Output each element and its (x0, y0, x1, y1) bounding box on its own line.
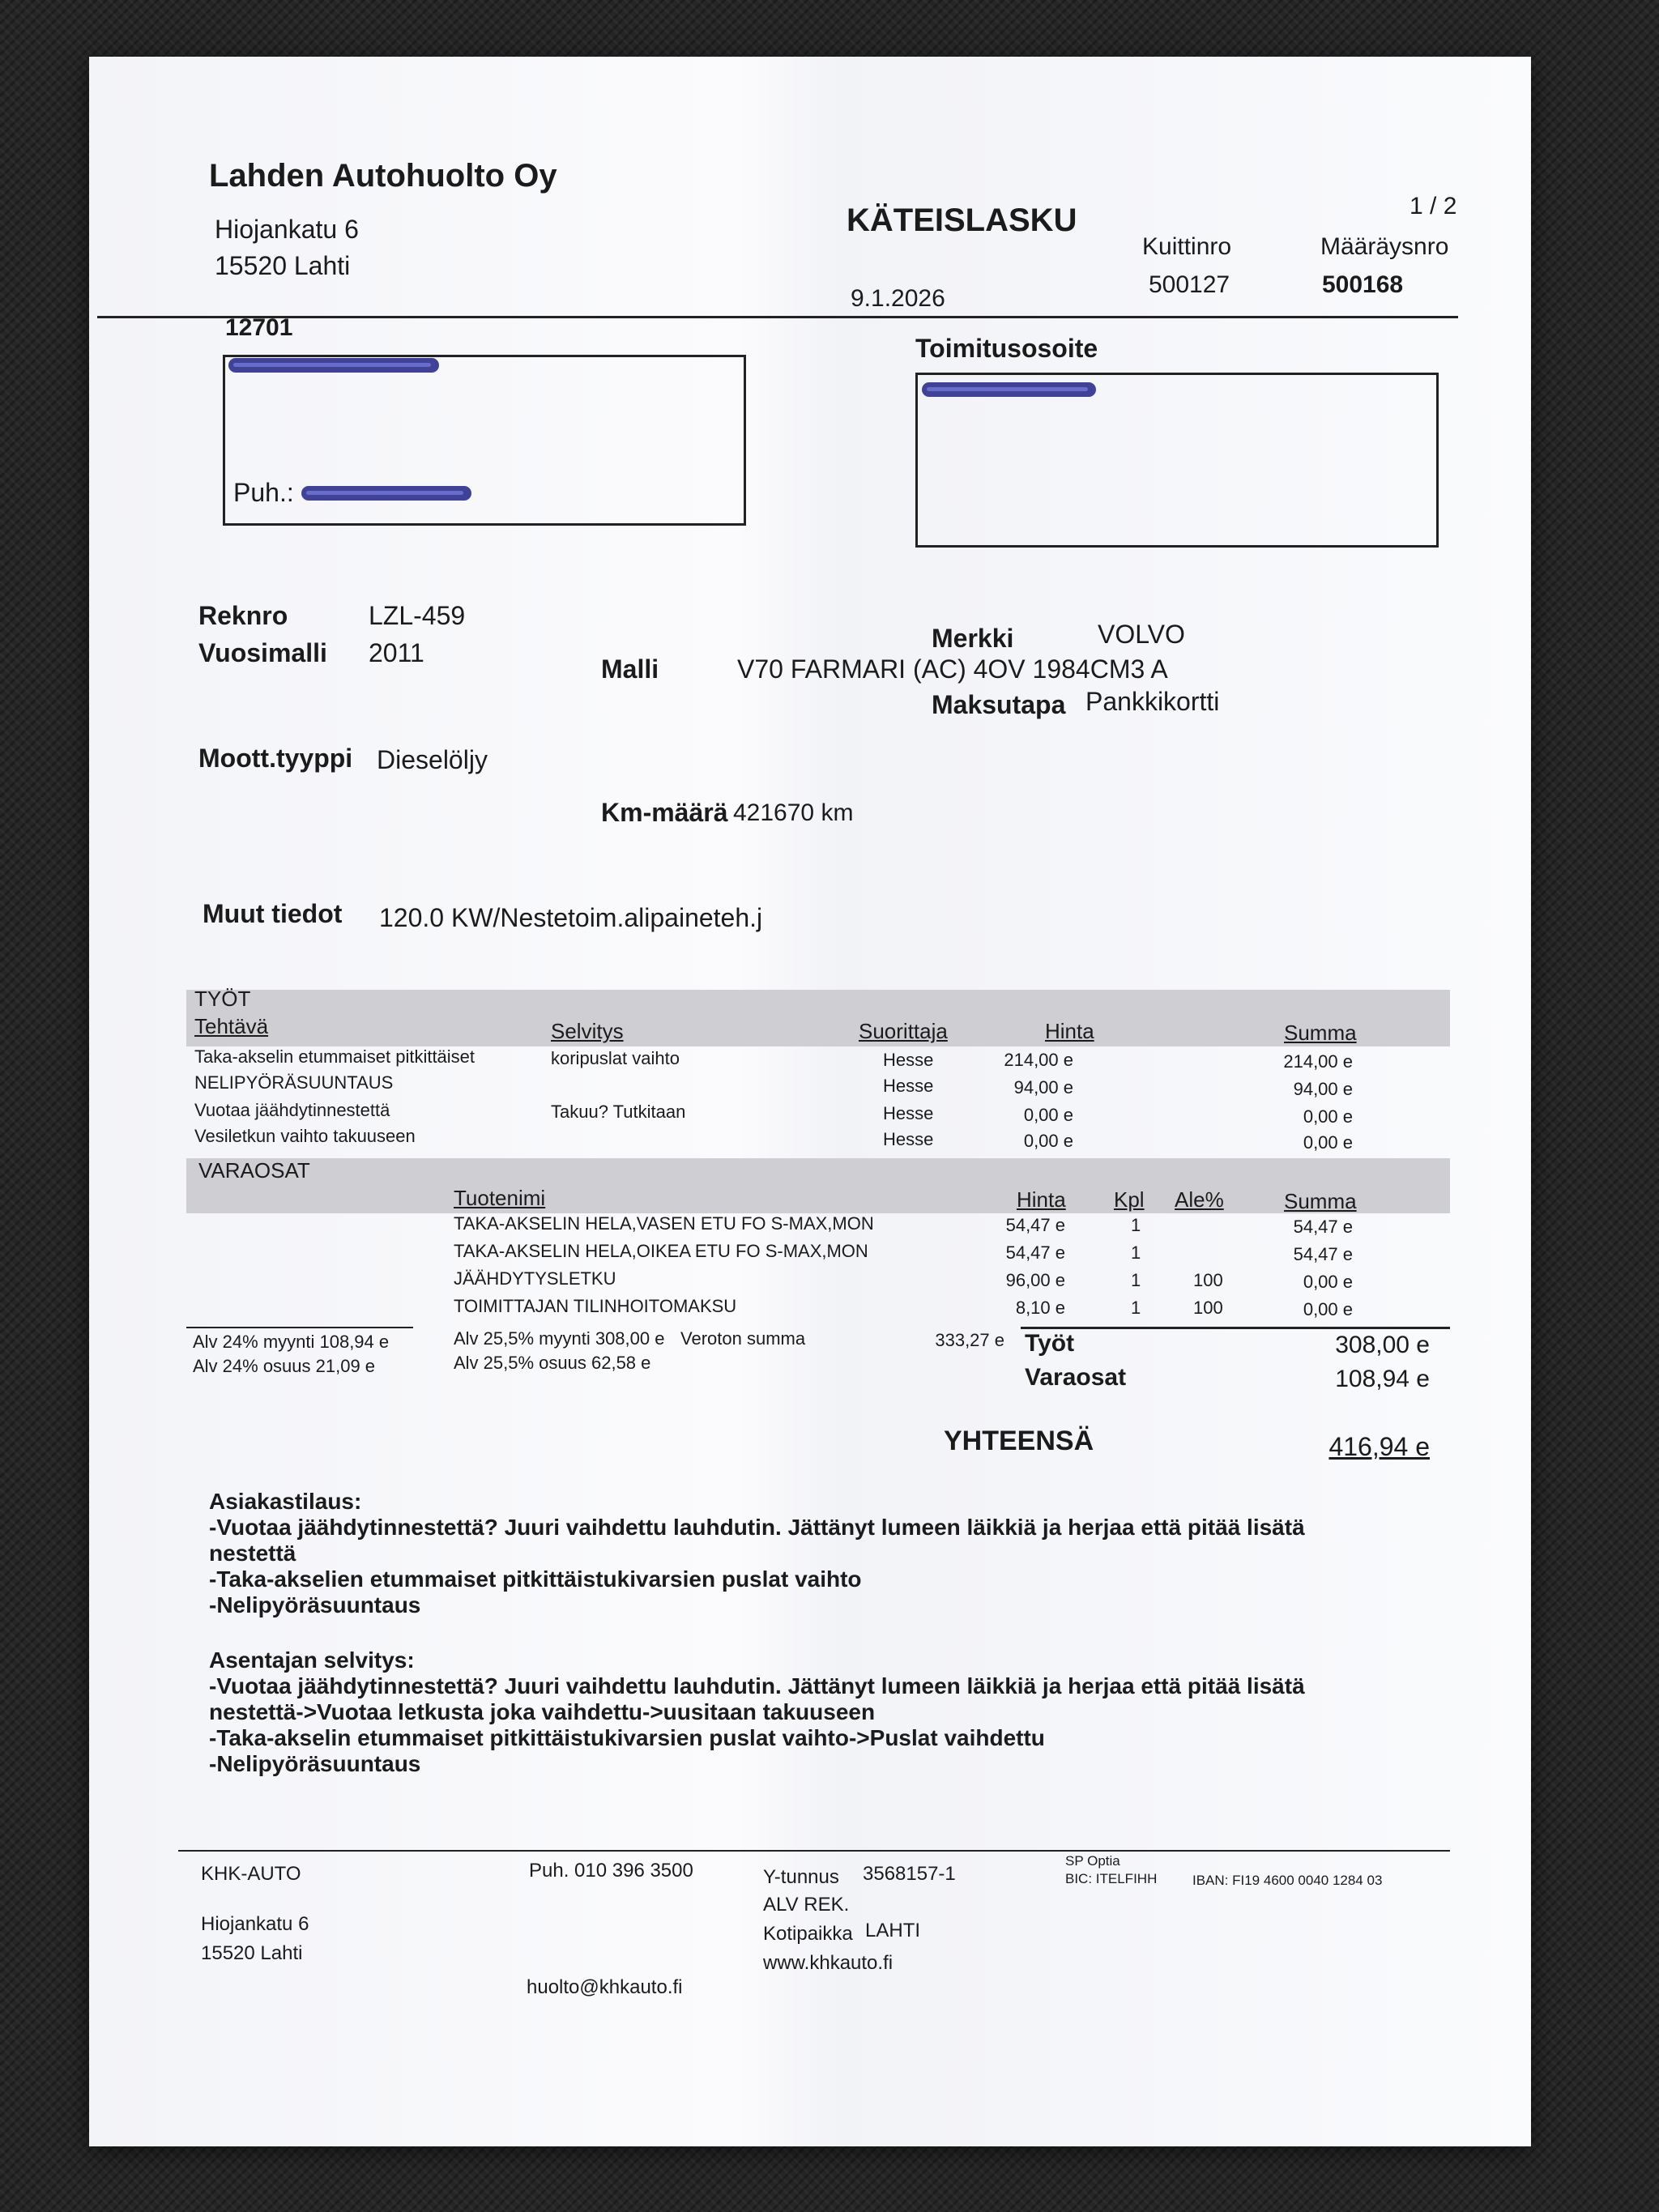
work-worker: Hesse (883, 1050, 934, 1070)
redacted-phone (301, 486, 471, 501)
part-sum: 0,00 e (1303, 1299, 1353, 1319)
footer-home: LAHTI (865, 1920, 921, 1941)
work-desc: koripuslat vaihto (551, 1048, 680, 1068)
part-name: TAKA-AKSELIN HELA,OIKEA ETU FO S-MAX,MON (454, 1241, 868, 1261)
work-worker: Hesse (883, 1129, 934, 1149)
totals-divider (1021, 1327, 1450, 1329)
mechanic-notes-line: -Taka-akselin etummaiset pitkittäistukivarsien puslat vaihto->Puslat vaihdettu (209, 1725, 1045, 1750)
year-label: Vuosimalli (198, 638, 327, 667)
company-city: 15520 Lahti (215, 251, 351, 280)
footer-web[interactable]: www.khkauto.fi (763, 1952, 893, 1974)
work-col-sum: Summa (1284, 1021, 1357, 1045)
work-task: Taka-akselin etummaiset pitkittäiset (194, 1046, 476, 1067)
other-info-label: Muut tiedot (203, 899, 343, 928)
work-col-task: Tehtävä (194, 1014, 269, 1038)
footer-phone: Puh. 010 396 3500 (529, 1860, 693, 1882)
parts-header-band (186, 1158, 1450, 1213)
part-price: 96,00 e (1005, 1270, 1065, 1290)
part-discount: 100 (1193, 1298, 1223, 1318)
part-name: TAKA-AKSELIN HELA,VASEN ETU FO S-MAX,MON (454, 1213, 874, 1234)
part-sum: 0,00 e (1303, 1272, 1353, 1292)
company-street: Hiojankatu 6 (215, 215, 359, 244)
work-sum: 214,00 e (1283, 1051, 1353, 1072)
footer-ytunnus: 3568157-1 (863, 1863, 956, 1885)
part-price: 54,47 e (1005, 1215, 1065, 1235)
customer-order-line: nestettä (209, 1541, 296, 1566)
work-col-desc: Selvitys (551, 1019, 624, 1043)
parts-total: 108,94 e (1335, 1366, 1430, 1392)
customer-order-line: -Nelipyöräsuuntaus (209, 1592, 421, 1617)
document-title: KÄTEISLASKU (847, 202, 1077, 238)
vat24-share: Alv 24% osuus 21,09 e (193, 1356, 376, 1376)
work-sum: 0,00 e (1303, 1106, 1353, 1127)
part-sum: 54,47 e (1293, 1217, 1353, 1237)
receipt-label: Kuittinro (1142, 233, 1232, 260)
parts-col-name: Tuotenimi (454, 1186, 546, 1210)
mechanic-notes-title: Asentajan selvitys: (209, 1647, 415, 1673)
engine-label: Moott.tyyppi (198, 744, 353, 773)
work-price: 0,00 e (1023, 1105, 1073, 1125)
part-qty: 1 (1131, 1215, 1141, 1235)
parts-total-label: Varaosat (1025, 1364, 1127, 1391)
order-label: Määräysnro (1320, 233, 1449, 260)
work-worker: Hesse (883, 1103, 934, 1123)
redacted-delivery-name (922, 382, 1096, 397)
other-info: 120.0 KW/Nestetoim.alipaineteh.j (379, 903, 763, 932)
payment-label: Maksutapa (932, 690, 1066, 719)
work-header-band (186, 990, 1450, 1046)
part-price: 8,10 e (1015, 1298, 1065, 1318)
parts-section-title: VARAOSAT (198, 1158, 310, 1183)
customer-order-line: -Vuotaa jäähdytinnestettä? Juuri vaihdettu lauhdutin. Jättänyt lumeen läikkiä ja herjaa että pitää lisätä (209, 1515, 1305, 1540)
customer-order-line: -Taka-akselien etummaiset pitkittäistukivarsien puslat vaihto (209, 1566, 862, 1592)
work-sum: 94,00 e (1293, 1079, 1353, 1099)
model-year: 2011 (369, 638, 424, 667)
km-label: Km-määrä (601, 798, 728, 827)
invoice-paper (89, 57, 1531, 2146)
part-name: TOIMITTAJAN TILINHOITOMAKSU (454, 1296, 737, 1316)
parts-col-sum: Summa (1284, 1189, 1357, 1213)
footer-email[interactable]: huolto@khkauto.fi (527, 1976, 683, 1998)
vehicle-model: V70 FARMARI (AC) 4OV 1984CM3 A (737, 654, 1168, 684)
grand-total-label: YHTEENSÄ (944, 1426, 1094, 1456)
make-label: Merkki (932, 624, 1014, 653)
footer-iban: IBAN: FI19 4600 0040 1284 03 (1192, 1873, 1383, 1888)
footer-bic: BIC: ITELFIHH (1065, 1871, 1158, 1886)
vehicle-make: VOLVO (1098, 620, 1185, 649)
part-qty: 1 (1131, 1242, 1141, 1263)
km-reading: 421670 km (733, 799, 854, 826)
work-total: 308,00 e (1335, 1332, 1430, 1358)
footer-street: Hiojankatu 6 (201, 1913, 309, 1935)
page-number: 1 / 2 (1410, 193, 1457, 219)
payment-method: Pankkikortti (1085, 687, 1220, 716)
work-task: Vesiletkun vaihto takuuseen (194, 1126, 416, 1146)
work-desc: Takuu? Tutkitaan (551, 1102, 686, 1122)
vat-divider (186, 1327, 413, 1328)
part-price: 54,47 e (1005, 1242, 1065, 1263)
part-sum: 54,47 e (1293, 1244, 1353, 1264)
footer-ytunnus-label: Y-tunnus (763, 1866, 839, 1888)
engine-type: Dieselöljy (377, 745, 488, 774)
vat255-share: Alv 25,5% osuus 62,58 e (454, 1353, 651, 1373)
work-col-price: Hinta (1045, 1019, 1094, 1043)
parts-col-qty: Kpl (1114, 1187, 1145, 1212)
net-sum-label: Veroton summa (680, 1328, 806, 1349)
customer-order-title: Asiakastilaus: (209, 1489, 362, 1514)
header-divider (97, 316, 1458, 318)
order-number: 500168 (1322, 271, 1404, 298)
work-price: 94,00 e (1013, 1077, 1073, 1097)
work-task: Vuotaa jäähdytinnestettä (194, 1100, 390, 1120)
work-worker: Hesse (883, 1076, 934, 1096)
net-sum: 333,27 e (935, 1330, 1004, 1350)
part-qty: 1 (1131, 1298, 1141, 1318)
parts-col-discount: Ale% (1175, 1187, 1224, 1212)
delivery-label: Toimitusosoite (915, 334, 1098, 363)
delivery-address-box (915, 373, 1439, 548)
work-price: 214,00 e (1004, 1050, 1073, 1070)
mechanic-notes-line: -Nelipyöräsuuntaus (209, 1751, 421, 1776)
mechanic-notes-line: -Vuotaa jäähdytinnestettä? Juuri vaihdettu lauhdutin. Jättänyt lumeen läikkiä ja herjaa että pitää lisätä (209, 1673, 1305, 1698)
vat24-sales: Alv 24% myynti 108,94 e (193, 1332, 390, 1352)
footer-city: 15520 Lahti (201, 1942, 303, 1964)
work-section-title: TYÖT (194, 987, 251, 1011)
work-task: NELIPYÖRÄSUUNTAUS (194, 1072, 394, 1093)
work-price: 0,00 e (1023, 1131, 1073, 1151)
footer-alv: ALV REK. (763, 1894, 850, 1916)
reg-label: Reknro (198, 601, 288, 630)
receipt-number: 500127 (1149, 271, 1230, 298)
phone-label: Puh.: (233, 478, 294, 507)
footer-brand: KHK-AUTO (201, 1863, 301, 1885)
footer-bank: SP Optia (1065, 1853, 1120, 1869)
customer-address-box (223, 355, 746, 526)
grand-total: 416,94 e (1328, 1432, 1430, 1461)
part-qty: 1 (1131, 1270, 1141, 1290)
model-label: Malli (601, 654, 659, 684)
footer-home-label: Kotipaikka (763, 1923, 853, 1945)
work-sum: 0,00 e (1303, 1132, 1353, 1153)
invoice-date: 9.1.2026 (851, 285, 945, 312)
customer-number: 12701 (225, 314, 293, 341)
mechanic-notes-line: nestettä->Vuotaa letkusta joka vaihdettu->uusitaan takuuseen (209, 1699, 876, 1724)
company-name: Lahden Autohuolto Oy (209, 158, 557, 194)
footer-divider (178, 1850, 1450, 1852)
parts-col-price: Hinta (1017, 1187, 1066, 1212)
vat255-sales: Alv 25,5% myynti 308,00 e (454, 1328, 665, 1349)
work-total-label: Työt (1025, 1330, 1075, 1357)
part-name: JÄÄHDYTYSLETKU (454, 1268, 616, 1289)
reg-number: LZL-459 (369, 601, 466, 630)
work-col-worker: Suorittaja (859, 1019, 948, 1043)
part-discount: 100 (1193, 1270, 1223, 1290)
